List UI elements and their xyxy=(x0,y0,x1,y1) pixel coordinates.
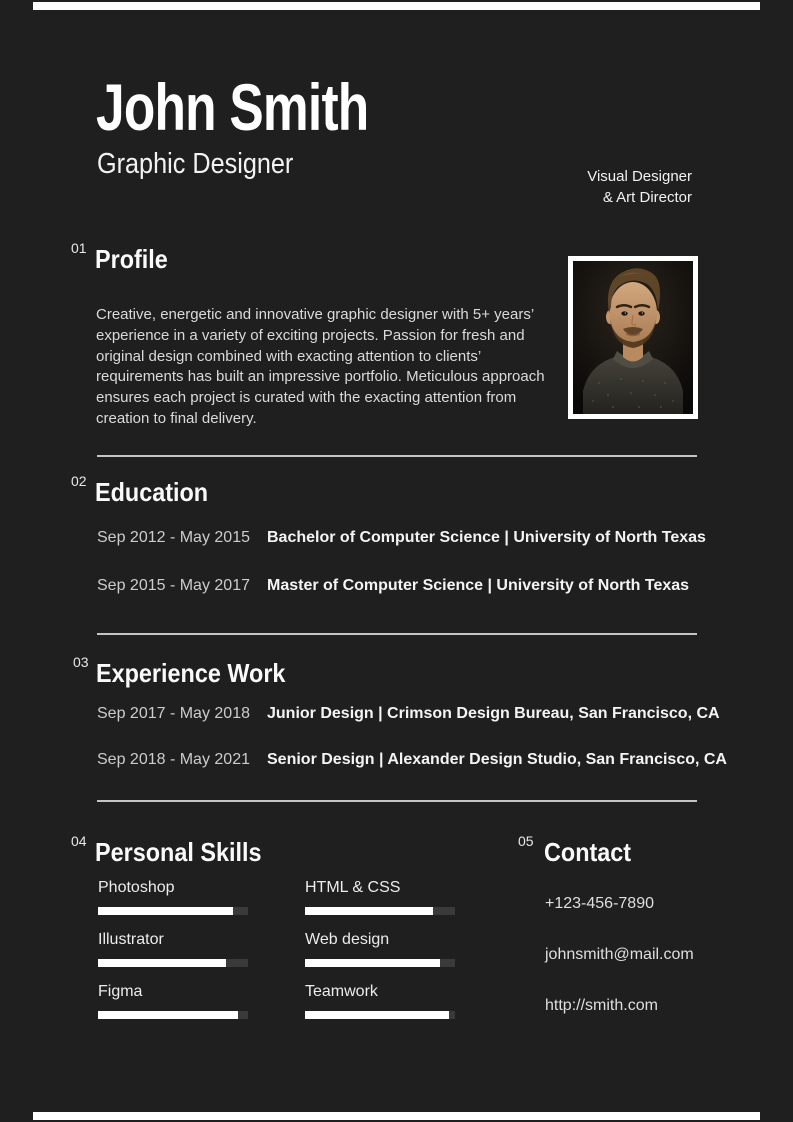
section-title-experience: Experience Work xyxy=(96,658,286,688)
skill-bar-fill xyxy=(305,907,433,915)
person-name: John Smith xyxy=(96,70,369,144)
skill-bar xyxy=(98,959,248,967)
skill-bar-fill xyxy=(305,959,440,967)
section-number-skills: 04 xyxy=(71,833,87,849)
contact-website[interactable]: http://smith.com xyxy=(545,997,658,1014)
section-number-contact: 05 xyxy=(518,833,534,849)
skill-item xyxy=(98,931,248,949)
skill-item xyxy=(305,931,455,949)
profile-photo xyxy=(568,256,698,419)
skill-bar-fill xyxy=(98,907,233,915)
section-title-contact: Contact xyxy=(544,837,632,867)
skill-label: Figma xyxy=(98,983,143,1000)
section-divider xyxy=(97,633,697,635)
education-dates: Sep 2012 - May 2015 xyxy=(97,529,250,546)
section-number-experience: 03 xyxy=(73,654,89,670)
role-tagline xyxy=(587,166,692,208)
skill-bar-fill xyxy=(98,1011,238,1019)
education-degree: Bachelor of Computer Science | University of North Texas xyxy=(267,529,706,546)
experience-position: Junior Design | Crimson Design Bureau, San Francisco, CA xyxy=(267,705,720,722)
section-number-education: 02 xyxy=(71,473,87,489)
education-degree: Master of Computer Science | University of North Texas xyxy=(267,577,690,594)
section-title-education: Education xyxy=(95,477,209,507)
bottom-accent-bar xyxy=(33,1112,760,1120)
experience-position: Senior Design | Alexander Design Studio, San Francisco, CA xyxy=(267,751,727,768)
skill-bar xyxy=(98,907,248,915)
skill-item xyxy=(98,983,248,1001)
skill-bar-fill xyxy=(305,1011,449,1019)
role-line-1: Visual Designer xyxy=(587,168,692,185)
skill-bar xyxy=(305,959,455,967)
skill-item xyxy=(98,879,248,897)
skill-label: Illustrator xyxy=(98,931,164,948)
skill-item xyxy=(305,879,455,897)
portrait-illustration xyxy=(573,261,693,414)
skill-label: Web design xyxy=(305,931,390,948)
contact-phone[interactable]: +123-456-7890 xyxy=(545,895,654,912)
section-number-profile: 01 xyxy=(71,240,87,256)
experience-dates: Sep 2017 - May 2018 xyxy=(97,705,250,722)
role-line-2: & Art Director xyxy=(602,189,692,206)
skill-bar xyxy=(98,1011,248,1019)
skill-bar-fill xyxy=(98,959,226,967)
education-dates: Sep 2015 - May 2017 xyxy=(97,577,250,594)
skill-label: HTML & CSS xyxy=(305,879,401,896)
contact-email[interactable]: johnsmith@mail.com xyxy=(545,946,694,963)
skill-bar xyxy=(305,907,455,915)
job-title: Graphic Designer xyxy=(97,148,294,180)
experience-dates: Sep 2018 - May 2021 xyxy=(97,751,250,768)
skill-label: Photoshop xyxy=(98,879,175,896)
skill-label: Teamwork xyxy=(305,983,378,1000)
section-title-profile: Profile xyxy=(95,244,168,274)
section-title-skills: Personal Skills xyxy=(95,837,262,867)
profile-summary: Creative, energetic and innovative graphic designer with 5+ years’ experience in a variety of exciting projects. Passion for fresh and original design combined with exacting attention to clients’ requirements has built an impressive portfolio. Meticulous approach ensures each project is curated with the exacting attention from creation to final delivery. xyxy=(96,306,545,427)
section-divider xyxy=(97,800,697,802)
section-divider xyxy=(97,455,697,457)
skill-item xyxy=(305,983,455,1001)
top-accent-bar xyxy=(33,2,760,10)
skill-bar xyxy=(305,1011,455,1019)
